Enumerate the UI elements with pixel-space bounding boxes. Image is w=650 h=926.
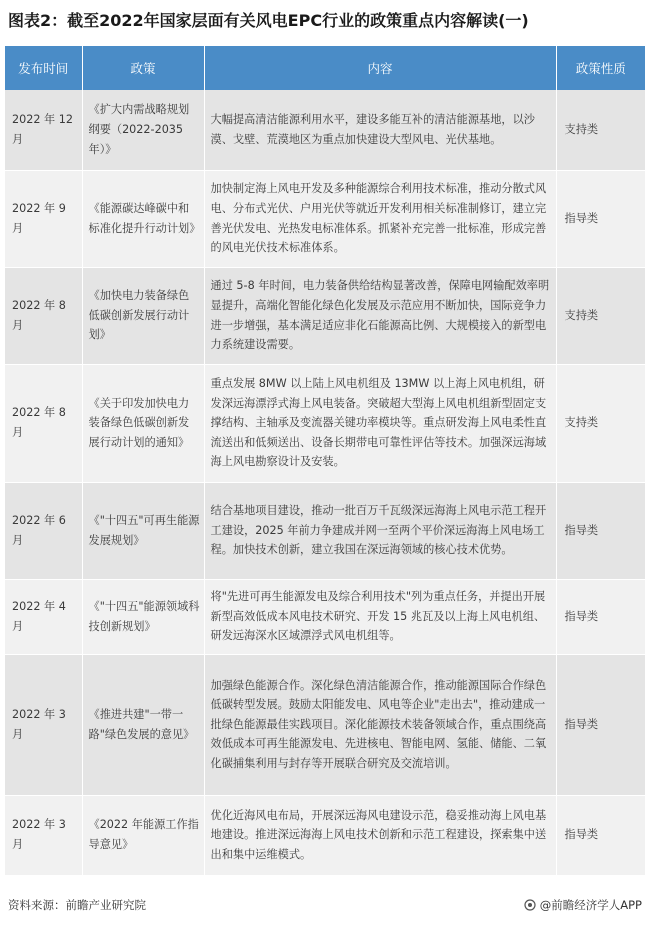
cell-nature: 指导类: [556, 579, 645, 654]
source-note: 资料来源：前瞻产业研究院: [8, 898, 146, 912]
cell-nature: 支持类: [556, 267, 645, 364]
cell-content: 重点发展 8MW 以上陆上风电机组及 13MW 以上海上风电机组，研发深远海漂浮式海上风电装备。突破超大型海上风电机组新型固定支撑结构、主轴承及变流器关键功率模块等。重点研发海上风电柔性直流送出和低频送出、设备长期带电可靠性评估等技术。加强深远海域海上风电勘察设计及安装。: [204, 364, 556, 482]
header-content: 内容: [204, 46, 556, 90]
header-nature: 政策性质: [556, 46, 645, 90]
cell-policy: 《扩大内需战略规划纲要（2022-2035年）》: [82, 90, 204, 170]
cell-content: 加快制定海上风电开发及多种能源综合利用技术标准，推动分散式风电、分布式光伏、户用光伏等就近开发利用相关标准制修订，建立完善光伏发电、光热发电标准体系。抓紧补充完善一批标准，形成完善的风电光伏技术标准体系。: [204, 170, 556, 267]
cell-date: 2022 年 12 月: [5, 90, 82, 170]
cell-content: 优化近海风电布局，开展深远海风电建设示范，稳妥推动海上风电基地建设。推进深远海海上风电技术创新和示范工程建设，探索集中送出和集中运维模式。: [204, 795, 556, 875]
policy-table: [5, 46, 645, 876]
cell-nature: 支持类: [556, 364, 645, 482]
brand-logo-icon: [524, 899, 536, 911]
table-header-row: [5, 46, 645, 90]
cell-date: 2022 年 3 月: [5, 795, 82, 875]
cell-content: 将"先进可再生能源发电及综合利用技术"列为重点任务，并提出开展新型高效低成本风电技术研究、开发 15 兆瓦及以上海上风电机组、研发远海深水区域漂浮式风电机组等。: [204, 579, 556, 654]
cell-policy: 《"十四五"可再生能源发展规划》: [82, 482, 204, 579]
table-row: [5, 579, 645, 654]
header-policy: 政策: [82, 46, 204, 90]
cell-nature: 指导类: [556, 482, 645, 579]
cell-content: 加强绿色能源合作。深化绿色清洁能源合作，推动能源国际合作绿色低碳转型发展。鼓励太阳能发电、风电等企业"走出去"，推动建成一批绿色能源最佳实践项目。深化能源技术装备领域合作，重点围绕高效低成本可再生能源发电、先进核电、智能电网、氢能、储能、二氧化碳捕集利用与封存等开展联合研究及交流培训。: [204, 654, 556, 795]
chart-title: 图表2：截至2022年国家层面有关风电EPC行业的政策重点内容解读(一): [8, 11, 529, 30]
table-row: [5, 795, 645, 875]
table-row: [5, 482, 645, 579]
cell-policy: 《推进共建"一带一路"绿色发展的意见》: [82, 654, 204, 795]
cell-content: 大幅提高清洁能源利用水平，建设多能互补的清洁能源基地，以沙漠、戈壁、荒漠地区为重点加快建设大型风电、光伏基地。: [204, 90, 556, 170]
table-row: [5, 267, 645, 364]
cell-nature: 指导类: [556, 654, 645, 795]
cell-date: 2022 年 8 月: [5, 267, 82, 364]
header-date: 发布时间: [5, 46, 82, 90]
cell-policy: 《能源碳达峰碳中和标准化提升行动计划》: [82, 170, 204, 267]
cell-nature: 指导类: [556, 170, 645, 267]
cell-policy: 《关于印发加快电力装备绿色低碳创新发展行动计划的通知》: [82, 364, 204, 482]
cell-date: 2022 年 4 月: [5, 579, 82, 654]
table-row: [5, 90, 645, 170]
cell-nature: 指导类: [556, 795, 645, 875]
table-row: [5, 654, 645, 795]
cell-date: 2022 年 8 月: [5, 364, 82, 482]
cell-content: 结合基地项目建设，推动一批百万千瓦级深远海海上风电示范工程开工建设，2025 年前力争建成并网一至两个平价深远海海上风电场工程。加快技术创新，建立我国在深远海领域的核心技术优势。: [204, 482, 556, 579]
cell-date: 2022 年 3 月: [5, 654, 82, 795]
cell-content: 通过 5-8 年时间，电力装备供给结构显著改善，保障电网输配效率明显提升，高端化智能化绿色化发展及示范应用不断加快，国际竞争力进一步增强，基本满足适应非化石能源高比例、大规模接入的新型电力系统建设需要。: [204, 267, 556, 364]
brand-credit: [524, 897, 642, 913]
table-row: [5, 364, 645, 482]
cell-policy: 《加快电力装备绿色低碳创新发展行动计划》: [82, 267, 204, 364]
cell-date: 2022 年 6 月: [5, 482, 82, 579]
brand-text: @前瞻经济学人APP: [539, 898, 642, 912]
cell-nature: 支持类: [556, 90, 645, 170]
cell-date: 2022 年 9 月: [5, 170, 82, 267]
table-row: [5, 170, 645, 267]
cell-policy: 《2022 年能源工作指导意见》: [82, 795, 204, 875]
cell-policy: 《"十四五"能源领域科技创新规划》: [82, 579, 204, 654]
